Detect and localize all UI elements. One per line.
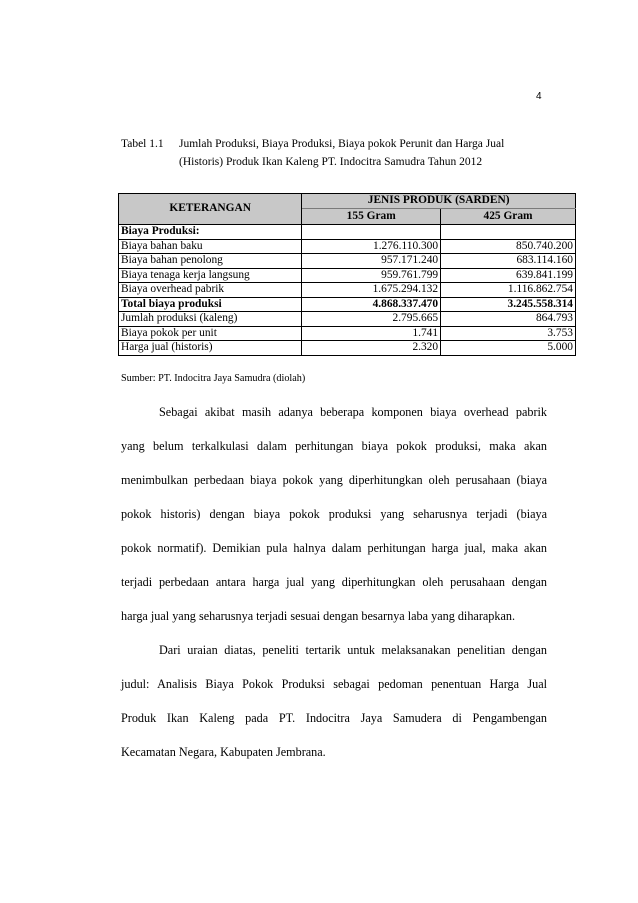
table-row <box>119 239 576 254</box>
paragraph-line: yang belum terkalkulasi dalam perhitungan biaya pokok produksi, maka akan <box>121 439 547 453</box>
paragraph-line: Sebagai akibat masih adanya beberapa komponen biaya overhead pabrik <box>159 405 547 419</box>
paragraph-line: judul: Analisis Biaya Pokok Produksi sebagai pedoman penentuan Harga Jual <box>121 677 547 691</box>
paragraph-line: menimbulkan perbedaan biaya pokok yang diperhitungkan oleh perusahaan (biaya <box>121 473 547 487</box>
table-row <box>119 341 576 356</box>
row-label: Biaya bahan penolong <box>119 254 302 269</box>
value-155-gram: 1.276.110.300 <box>302 239 441 254</box>
row-label: Harga jual (historis) <box>119 341 302 356</box>
value-425-gram: 683.114.160 <box>441 254 576 269</box>
paragraph-line: pokok historis) dengan biaya pokok produksi yang seharusnya terjadi (biaya <box>121 507 547 521</box>
value-425-gram: 864.793 <box>441 312 576 327</box>
value-425-gram: 3.753 <box>441 326 576 341</box>
caption-label: Tabel 1.1 <box>121 138 164 150</box>
table-row <box>119 326 576 341</box>
value-155-gram: 2.320 <box>302 341 441 356</box>
value-155-gram: 959.761.799 <box>302 268 441 283</box>
header-keterangan: KETERANGAN <box>119 194 302 225</box>
row-label: Jumlah produksi (kaleng) <box>119 312 302 327</box>
value-155-gram: 4.868.337.470 <box>302 297 441 312</box>
table-row <box>119 312 576 327</box>
value-155-gram: 2.795.665 <box>302 312 441 327</box>
table-source: Sumber: PT. Indocitra Jaya Samudra (diolah) <box>121 373 306 384</box>
row-label: Total biaya produksi <box>119 297 302 312</box>
caption-text <box>179 135 574 171</box>
header-425-gram: 425 Gram <box>441 209 576 225</box>
row-label: Biaya tenaga kerja langsung <box>119 268 302 283</box>
table-row-section <box>119 225 576 240</box>
value-155-gram: 1.675.294.132 <box>302 283 441 298</box>
paragraph-line: pokok normatif). Demikian pula halnya dalam perhitungan harga jual, maka akan <box>121 541 547 555</box>
value-155-gram: 957.171.240 <box>302 254 441 269</box>
table-row-total <box>119 297 576 312</box>
paragraph-line: terjadi perbedaan antara harga jual yang diperhitungkan oleh perusahaan dengan <box>121 575 547 589</box>
table-cell-empty <box>302 225 441 240</box>
table-row <box>119 283 576 298</box>
paragraph-line: harga jual yang seharusnya terjadi sesuai dengan besarnya laba yang diharapkan. <box>121 609 516 623</box>
caption-line-1: Jumlah Produksi, Biaya Produksi, Biaya pokok Perunit dan Harga Jual <box>179 138 505 150</box>
value-425-gram: 5.000 <box>441 341 576 356</box>
header-jenis-produk: JENIS PRODUK (SARDEN) <box>302 194 576 209</box>
value-425-gram: 850.740.200 <box>441 239 576 254</box>
value-425-gram: 3.245.558.314 <box>441 297 576 312</box>
header-155-gram: 155 Gram <box>302 209 441 225</box>
caption-line-2: (Historis) Produk Ikan Kaleng PT. Indocitra Samudra Tahun 2012 <box>179 156 483 168</box>
table-row <box>119 268 576 283</box>
section-title: Biaya Produksi: <box>119 225 302 240</box>
row-label: Biaya pokok per unit <box>119 326 302 341</box>
paragraph-line: Kecamatan Negara, Kabupaten Jembrana. <box>121 745 326 759</box>
table-row <box>119 254 576 269</box>
value-155-gram: 1.741 <box>302 326 441 341</box>
value-425-gram: 639.841.199 <box>441 268 576 283</box>
row-label: Biaya overhead pabrik <box>119 283 302 298</box>
value-425-gram: 1.116.862.754 <box>441 283 576 298</box>
page-number: 4 <box>536 91 542 102</box>
row-label: Biaya bahan baku <box>119 239 302 254</box>
table-cell-empty <box>441 225 576 240</box>
paragraph-line: Produk Ikan Kaleng pada PT. Indocitra Jaya Samudera di Pengambengan <box>121 711 547 725</box>
paragraph-line: Dari uraian diatas, peneliti tertarik untuk melaksanakan penelitian dengan <box>159 643 547 657</box>
production-cost-table <box>118 193 576 356</box>
